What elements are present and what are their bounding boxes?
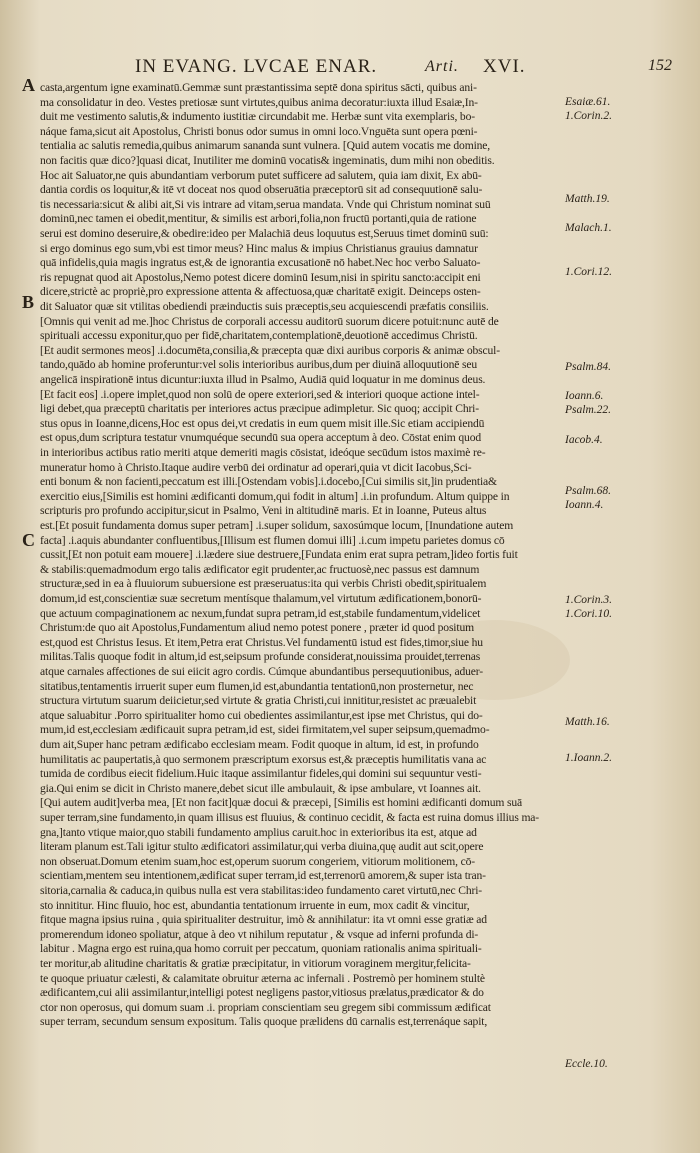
running-title: IN EVANG. LVCAE ENAR. [135,56,378,77]
text-line: scripturis pro profundo accipitur,sicut in Psalmo, Veni in altitudinē maris. Et in Ioanne, Puteus altus [40,504,487,518]
text-line: casta,argentum igne examinatū.Gemmæ sunt præstantissima septē dona spiritus sācti, quibus ani- [40,81,477,94]
text-line: super terram,sine fundamento,in quam illisus est fluuius, & continuo cecidit, & facta est ruina domus illius ma- [40,811,540,824]
text-line: tando,quādo ab homine proferuntur:vel solis interioribus auribus,dum per diuinā alloquutionē seu [40,358,478,372]
text-line: & stabilis:quemadmodum ergo talis ædificator egit prudenter,ac fructuosè,nec passus est damnum [40,562,480,576]
text-line: ligi debet,qua præceptū charitatis per interiores actus præcipue adimpletur. Sic quoq; accipit Chri- [40,402,479,416]
text-line: ædificantem,cui alii assimilantur,intelligi potest negligens pastor,vitiosus prælatus,prædicator & do [40,986,484,1000]
text-line: duit me vestimento salutis,& indumento iustitiæ circundabit me. Herbæ sunt vita exemplaris, bo- [40,110,475,124]
text-line: Hoc ait Saluator,ne quis abundantiam verborum putet sufficere ad salutem, quia iam dixit, Ex abū- [40,168,482,182]
text-line: est,quod est Christus Iesus. Et item,Petra erat Christus.Vel fundamentū istud est fides,timor,siue hu [40,635,483,649]
text-line: [Et audit sermones meos] .i.documēta,consilia,& præcepta quæ dixi auribus corporis & animæ obscul- [40,343,500,357]
text-line: labitur . Magna ergo est ruina,qua homo corruit per peccatum, quoniam rationalis anima spirituali- [40,942,482,956]
text-line: militas.Talis quoque fodit in altum,id est,seipsum profunde considerat,nouissima prouidet,terrenas [40,650,481,664]
margin-note: Iacob.4. [565,434,603,446]
section-letter-c: C [22,530,35,550]
article-label: Arti. [425,58,459,75]
text-line: cussit,[Et non potuit eam mouere] .i.lædere siue destruere,[Fundata enim erat supra petram,]ideo fortis fuit [40,548,518,562]
article-number: XVI. [483,56,526,77]
text-line: [Qui autem audit]verba mea, [Et non facit]quæ docui & præcepi, [Similis est homini ædificanti domum suā [40,796,523,810]
text-line: sitoria,carnalia & caduca,in quibus nulla est vera stabilitas:ideo fundamento caret virtutū,nec Chri- [40,884,483,897]
text-line: non facitis quæ dico?]quasi dicat, Inutiliter me dominū vocatis& ingeminatis, dum mihi non obeditis. [40,154,495,167]
text-line: angelicā inspirationē intus dicuntur:iuxta illud in Psalmo, Audiā quid loquatur in me dominus deus. [40,373,486,386]
text-line: domum,id est,conscientiæ suæ secretum mentísque thalamum,vel virtutum ædificationem,bonorū- [40,592,482,605]
margin-note: 1.Corin.3. [565,594,612,606]
text-line: exercitio eius,[Similis est homini ædificanti domum,qui fodit in altum] .i.in profundum. Altum quippe in [40,489,510,503]
text-line: in interioribus actibus ratio meriti atque demeriti magis cōsistat, ideóque secūdum istos maximè re- [40,446,486,459]
text-line: super terram, secundum sensum expositum. Talis quoque prælidens dū carnalis est,terrenáque sapit, [40,1015,488,1029]
text-line: non obseruat.Domum etenim suam,hoc est,operum suorum congeriem, vitiorum molitionem, cō- [40,854,476,868]
text-line: gia.Qui enim se dicit in Christo manere,debet sicut ille ambulauit, & ipse ambulare, vt Ioannes ait. [40,781,481,795]
margin-note: Psalm.22. [565,404,611,416]
text-line: Christum:de quo ait Apostolus,Fundamentum aliud nemo potest ponere , præter id quod positum [40,621,474,635]
text-line: dum ait,Super hanc petram ædificabo ecclesiam meam. Fodit quoque in altum, id est, in profundo [40,738,479,751]
text-line: te quoque priuatur cælesti, & calamitate obruitur æterna ac infernali . Postremò per hominem stultè [40,971,485,985]
text-line: tumida de cordibus eiecit fidelium.Huic itaque assimilantur fideles,qui domini sui sequuntur vesti- [40,767,482,781]
margin-note: Esaiæ.61. [565,96,611,108]
text-line: ma consolidatur in deo. Vestes pretiosæ sunt virtutes,quibus anima decoratur:iuxta illud Esaiæ,In- [40,95,478,109]
section-letter-a: A [22,75,35,95]
margin-note: 1.Ioann.2. [565,752,612,764]
text-line: náque fama,sicut ait Apostolus, Christi bonus odor sumus in omni loco.Vnguēta sunt opera pœni- [40,124,478,138]
text-line: spirituali accessu exponitur,quo per fidē,charitatem,contemplationē,deuotionē accedimus Christū. [40,329,478,343]
text-line: structura virtutum suarum deiicietur,sed virtute & gratia Christi,cui innititur,resistet ac præualebit [40,694,477,708]
text-line: ctor non operosus, qui domum suam .i. propriam conscientiam seu gregem sibi commissum ædificat [40,1000,491,1014]
text-line: sto innititur. Hinc fluuio, hoc est, abundantia tentationum irruente in eum, mox cadit & vincitur, [40,898,470,912]
text-line: scientiam,mentem seu intentionem,ædificat super terram,id est,terrenorū amorem,& super ista tran- [40,869,486,883]
text-line: ris repugnat quod ait Apostolus,Nemo potest dicere dominū Iesum,nisi in spiritu sancto:accipit eni [40,270,481,284]
text-line: atque saluabitur .Porro spiritualiter homo cui obedientes assimilantur,est ipse met Christus, qui do- [40,708,483,722]
margin-note: Psalm.68. [565,485,611,497]
margin-note: Malach.1. [565,222,612,234]
text-line: est.[Et posuit fundamenta domus super petram] .i.super solidum, saxosúmque locum, [Inundatione autem [40,519,514,532]
text-line: que actuum compaginationem ac nexum,fundat supra petram,id est,stabile fundamentum,videlicet [40,606,481,620]
text-line: facta] .i.aquis abundanter confluentibus,[Illisum est flumen domui illi] .i.cum impetu parietes domus cō [40,533,505,547]
text-line: si ergo dominus ego sum,vbi est timor meus? Hinc malus & impius Christianus grauius damnatur [40,241,478,255]
text-line: fitque magna ipsius ruina , quia spiritualiter destruitur, imò & annihilatur: ita vt omni esse gratiæ ad [40,913,487,927]
text-line: enti bonum & non facienti,peccatum est illi.[Ostendam vobis].i.docebo,[Cui similis sit,]in prudentia& [40,475,497,489]
margin-note: 1.Cori.12. [565,266,612,278]
text-line: [Omnis qui venit ad me.]hoc Christus de corporali accessu auditorū suorum dicere potuit:nunc autē de [40,314,499,328]
text-line: structuræ,sed in ea à fluuiorum subuersione est præseruatus:ita qui verbis Christi obedit,spiritualem [40,577,487,591]
margin-note: Ioann.4. [565,499,604,511]
margin-note: Matth.16. [565,716,610,728]
text-line: sitatibus,tentamentis irruerit super eum flumen,id est,abundantia tentationū,non prosternetur, nec [40,679,474,693]
text-line: tentialia ac salutis remedia,quibus animarum sananda sunt vulnera. [Quid autem vocatis me domine, [40,139,491,153]
running-header [135,56,595,82]
text-line: atque carnales affectiones de sui eiicit agro cordis. Cúmque abundantibus persequutionibus, aduer- [40,665,483,678]
margin-note: Eccle.10. [565,1058,608,1070]
section-letter-b: B [22,292,35,312]
text-line: promerendum idoneo spoliatur, atque à deo vt nihilum reputatur , & vsque ad inferni profunda di- [40,927,479,941]
text-line: est opus,dum scriptura testatur vnumquéque secundū sua opera acceptum à deo. Cōstat enim quod [40,431,481,445]
margin-note: Psalm.84. [565,361,611,373]
text-line: ter moritur,ab alitudine charitatis & gratiæ præcipitatur, in vitiorum voraginem mergitur,felicita- [40,957,471,970]
text-line: stus opus in Ioanne,dicens,Hoc est opus dei,vt credatis in eum quem misit ille.Sic etiam accipiendū [40,416,485,430]
text-line: dominū,nec tamen ei obedit,mentitur, & similis est arbori,folia,non fructū portanti,quia de ratione [40,212,477,226]
text-line: mum,id est,ecclesiam ædificauit supra petram,id est, sidei firmitatem,vel super seipsum,quemadmo- [40,723,490,737]
margin-note: 1.Corin.2. [565,110,612,122]
text-line: gna,]tanto vtique maior,quo stabili fundamento amplius caruit.hoc in exterioribus ita est, atque ad [40,825,477,839]
text-line: dit Saluator quæ sit vtilitas obediendi præinductis suis præceptis,seu acquiescendi præfatis consiliis. [40,300,489,313]
text-line: muneratur homo à Christo.Itaque audire verbū dei ordinatur ad operari,quia vt dicit Iacobus,Sci- [40,460,472,474]
text-line: dantia cordis os loquitur,& itē vt doceat nos quod obseruātia præceptorū sit ad consequutionē salu- [40,183,483,197]
margin-note: Ioann.6. [565,390,604,402]
text-line: tis necessaria:sicut & alibi ait,Si vis intrare ad vitam,serua mandata. Vnde qui Christum nominat suū [40,197,491,211]
text-line: serui est domino deseruire,& obedire:ideo per Malachiā deus loquutus est,Seruus timet dominū suū: [40,227,489,240]
text-line: quā infidelis,quia magis ingratus est,& de ignorantia excusationē nō habet.Nec hoc verbo Saluato- [40,256,481,270]
folio-number: 152 [648,57,672,74]
margin-note: Matth.19. [565,193,610,205]
margin-note: 1.Cori.10. [565,608,612,620]
text-line: dicere,strictè ac propriè,pro expressione attenta & affectuosa,quæ charitatē exigit. Deinceps osten- [40,285,481,299]
text-line: [Et facit eos] .i.opere implet,quod non solū de opere exteriori,sed & interiori quoque actione intel- [40,387,480,401]
text-line: humilitatis ac paupertatis,à quo sermonem præscriptum exorsus est,& præceptis humilitatis vana ac [40,752,487,766]
text-line: literam planum est.Tali igitur stulto ædificatori assimilatur,qui verba diuina,quę audit aut scit,opere [40,840,484,854]
